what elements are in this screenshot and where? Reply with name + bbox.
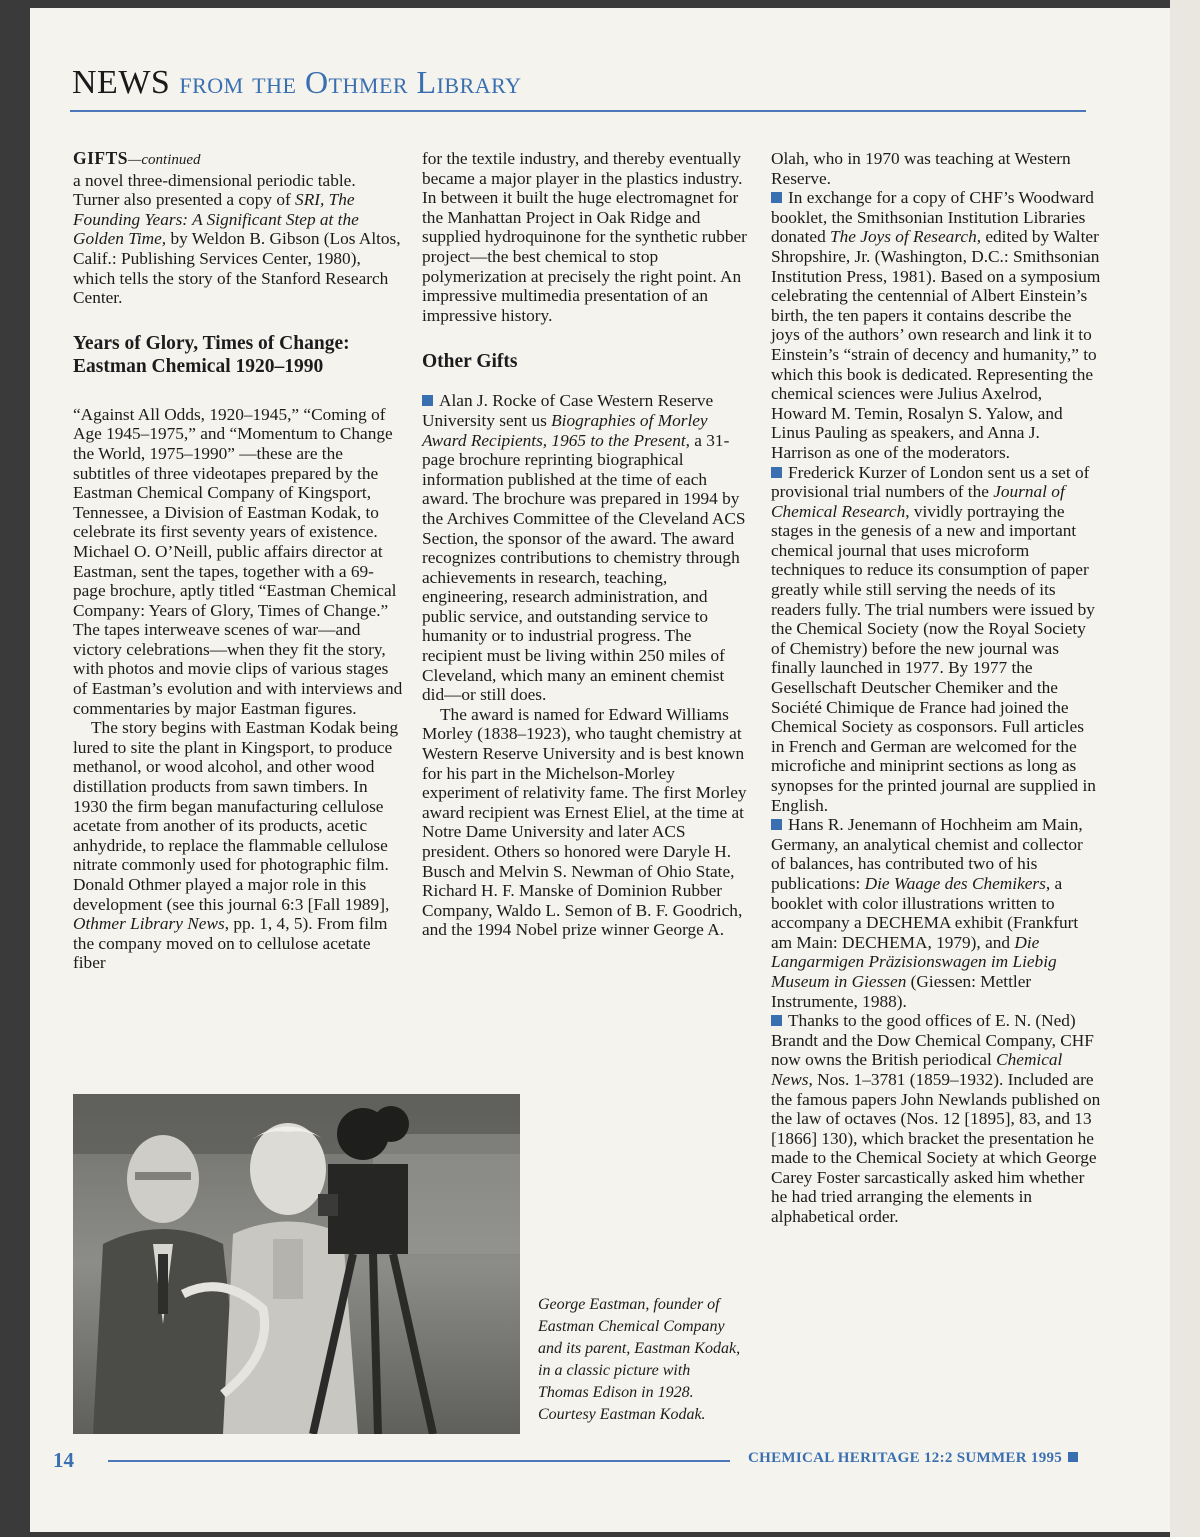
column-1 bbox=[73, 149, 403, 973]
photo-illustration bbox=[73, 1094, 520, 1434]
bullet-square-icon bbox=[422, 395, 433, 406]
paragraph-jenemann: Hans R. Jenemann of Hochheim am Main, Germany, an analytical chemist and collector of balances, has contributed two of his publications: Die Waage des Chemikers, a booklet with color illustrations written to accompany a DECHEMA exhibit (Frankfurt am Main: DECHEMA, 1979), and Die Langarmigen Präzisionswagen im Liebig Museum in Giessen (Giessen: Mettler Instrumente, 1988). bbox=[771, 815, 1083, 1011]
paragraph-kurzer: Frederick Kurzer of London sent us a set of provisional trial numbers of the Journal of Chemical Research, vividly portraying the stages in the genesis of a new and important chemical journal that uses microform techniques to reduce its consumption of paper greatly while still serving the needs of its readers fully. The trial numbers were issued by the Chemical Society (now the Royal Society of Chemistry) before the new journal was finally launched in 1977. By 1977 the Gesellschaft Deutscher Chemiker and the Société Chimique de France had joined the Chemical Society as cosponsors. Full articles in French and German are welcomed for the microfiche and miniprint sections as long as synopses for the printed journal are supplied in English. bbox=[771, 462, 1096, 815]
footer-journal: CHEMICAL HERITAGE 12:2 SUMMER 1995 bbox=[748, 1450, 1078, 1467]
paragraph-rocke: Alan J. Rocke of Case Western Reserve University sent us Biographies of Morley Award Recipients, 1965 to the Present, a 31-page brochure reprinting biographical information published at the time of each award. The brochure was prepared in 1994 by the Archives Committee of the Cleveland ACS Section, the sponsor of the award. The award recognizes contributions to chemistry through achievements in research, teaching, engineering, research administration, and public service, and outstanding service to humanity or to industrial progress. The recipient must be living within 250 miles of Cleveland, which many an eminent chemist did—or still does. bbox=[422, 391, 746, 705]
footer-square-icon bbox=[1068, 1452, 1078, 1462]
paragraph-tapes: “Against All Odds, 1920–1945,” “Coming of Age 1945–1975,” and “Momentum to Change the World, 1975–1990” —these are the subtitles of three videotapes prepared by the Eastman Chemical Company of Kingsport, Tennessee, a Division of Eastman Kodak, to celebrate its first seventy years of existence. Michael O. O’Neill, public affairs director at Eastman, sent the tapes, together with a 69-page brochure, aptly titled “Eastman Chemical Company: Years of Glory, Times of Change.” The tapes interweave scenes of war—and victory celebrations—when they fit the story, with photos and movie clips of various stages of Eastman’s evolution and with interviews and commentaries by major Eastman figures. bbox=[73, 404, 403, 718]
paragraph-morley: The award is named for Edward Williams Morley (1838–1923), who taught chemistry at Western Reserve University and is best known for his part in the Michelson-Morley experiment of relativity fame. The first Morley award recipient was Ernest Eliel, at the time at Notre Dame University and later ACS president. Others so honored were Daryle H. Busch and Melvin S. Newman of Ohio State, Richard H. F. Manske of Dominion Rubber Company, Waldo L. Semon of B. F. Goodrich, and the 1994 Nobel prize winner George A. bbox=[422, 704, 747, 940]
paragraph-sri: a novel three-dimensional periodic table. Turner also presented a copy of SRI, The Founding Years: A Significant Step at the Golden Time, by Weldon B. Gibson (Los Altos, Calif.: Publishing Services Center, 1980), which tells the story of the Stanford Research Center. bbox=[73, 170, 401, 308]
bullet-square-icon bbox=[771, 1015, 782, 1026]
column-3 bbox=[771, 149, 1101, 1227]
section-heading-eastman: Years of Glory, Times of Change: Eastman Chemical 1920–1990 bbox=[73, 332, 350, 377]
footer-rule bbox=[108, 1460, 730, 1462]
gifts-heading: GIFTS—continued bbox=[73, 148, 201, 168]
paragraph-story: The story begins with Eastman Kodak being lured to site the plant in Kingsport, to produce methanol, or wood alcohol, and other wood distillation products from sawn timbers. In 1930 the firm began manufacturing cellulose acetate from another of its products, acetic anhydride, to replace the flammable cellulose nitrate commonly used for photographic film. Donald Othmer played a major role in this development (see this journal 6:3 [Fall 1989], Othmer Library News, pp. 1, 4, 5). From film the company moved on to cellulose acetate fiber bbox=[73, 718, 399, 973]
paragraph-smithsonian: In exchange for a copy of CHF’s Woodward booklet, the Smithsonian Institution Libraries donated The Joys of Research, edited by Walter Shropshire, Jr. (Washington, D.C.: Smithsonian Institution Press, 1981). Based on a symposium celebrating the centennial of Albert Einstein’s birth, the ten papers it contains describe the joys of the authors’ own research and link it to Einstein’s “strain of decency and humanity,” to which this book is dedicated. Representing the chemical sciences were Julius Axelrod, Howard M. Temin, Rosalyn S. Yalow, and Linus Pauling as speakers, and Anna J. Harrison as one of the moderators. bbox=[771, 188, 1101, 462]
column-2 bbox=[422, 149, 747, 940]
photo-caption: George Eastman, founder of Eastman Chemical Company and its parent, Eastman Kodak, in a classic picture with Thomas Edison in 1928. Courtesy Eastman Kodak. bbox=[538, 1296, 741, 1423]
header-rule bbox=[70, 110, 1086, 112]
bullet-square-icon bbox=[771, 192, 782, 203]
photo-eastman-edison bbox=[73, 1094, 520, 1434]
section-heading-other-gifts: Other Gifts bbox=[422, 351, 518, 373]
bullet-square-icon bbox=[771, 819, 782, 830]
facing-page-edge bbox=[1170, 0, 1200, 1537]
paragraph-chemical-news: Thanks to the good offices of E. N. (Ned) Brandt and the Dow Chemical Company, CHF now owns the British periodical Chemical News, Nos. 1–3781 (1859–1932). Included are the famous papers John Newlands published on the law of octaves (Nos. 12 [1895], 83, and 13 [1866] 130), which bracket the presentation he made to the Chemical Society at which George Carey Foster sarcastically asked him whether he had tried arranging the elements in alphabetical order. bbox=[771, 1011, 1101, 1227]
page-header bbox=[72, 64, 522, 102]
bullet-square-icon bbox=[771, 467, 782, 478]
header-library: from the Othmer Library bbox=[179, 64, 522, 100]
page-number: 14 bbox=[53, 1448, 74, 1472]
paragraph-textile: for the textile industry, and thereby eventually became a major player in the plastics industry. In between it built the huge electromagnet for the Manhattan Project in Oak Ridge and supplied hydroquinone for the synthetic rubber project—the best chemical to stop polymerization at precisely the right point. An impressive multimedia presentation of an impressive history. bbox=[422, 149, 747, 325]
paragraph-olah: Olah, who in 1970 was teaching at Western Reserve. bbox=[771, 149, 1071, 188]
header-news: NEWS bbox=[72, 64, 171, 101]
